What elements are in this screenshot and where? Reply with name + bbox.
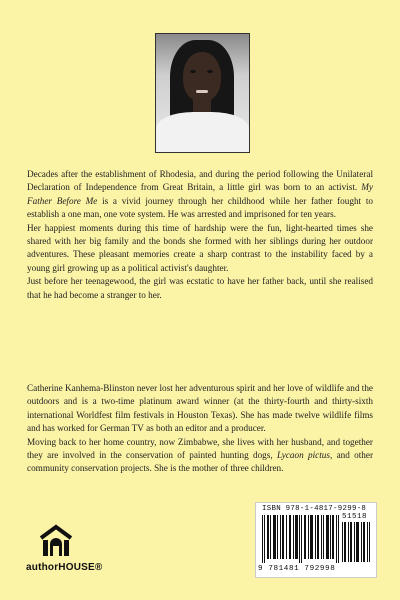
barcode-bars [262,515,340,563]
author-photo [155,33,250,153]
ean-number: 9 781481 792998 [258,565,336,573]
barcode-addon-bars [342,522,370,562]
publisher-name: authorHOUSE® [26,562,103,573]
barcode-addon-number: 51518 [342,513,368,521]
synopsis-paragraph-3: Just before her teenagewood, the girl was ecstatic to have her father back, until she realised that he had become a stranger to her. [27,276,373,300]
bio-paragraph-1: Catherine Kanhema-Blinston never lost her adventurous spirit and her love of wildlife and the outdoors and is a two-time platinum award winner (at the thirty-fourth and thirty-sixth international Worldfest film festivals in Houston Texas). She has made twelve wildlife films and has worked for German TV as both an editor and a producer. [27,383,373,434]
author-biography [27,382,373,476]
authorhouse-logo-icon [38,524,74,558]
book-title: My Father Before Me [27,182,373,206]
isbn-label: ISBN 978-1-4817-9299-8 [262,505,367,513]
bio-paragraph-2: Moving back to her home country, now Zimbabwe, she lives with her husband, and together they are involved in the conservation of painted hunting dogs, Lycaon pictus, and other community conservation projects. She is the mother of three children. [27,436,374,474]
synopsis-paragraph-2: Her happiest moments during this time of hardship were the fun, light-hearted times she shared with her big family and the bonds she formed with her siblings during her outdoor adventures. These pleasant memories create a sharp contrast to the instability faced by a young girl growing up as a political activist's daughter. [27,222,373,273]
synopsis-paragraph-1: Decades after the establishment of Rhodesia, and during the period following the Unilateral Declaration of Independence from Great Britain, a little girl was born to an activist. My Father Before Me is a vivid journey through her childhood while her father fought to establish a one man, one vote system. He was arrested and imprisoned for ten years. [27,169,373,220]
species-name: Lycaon pictus [276,450,330,461]
book-synopsis [27,168,373,302]
isbn-barcode [255,502,377,578]
publisher-logo [26,524,106,580]
